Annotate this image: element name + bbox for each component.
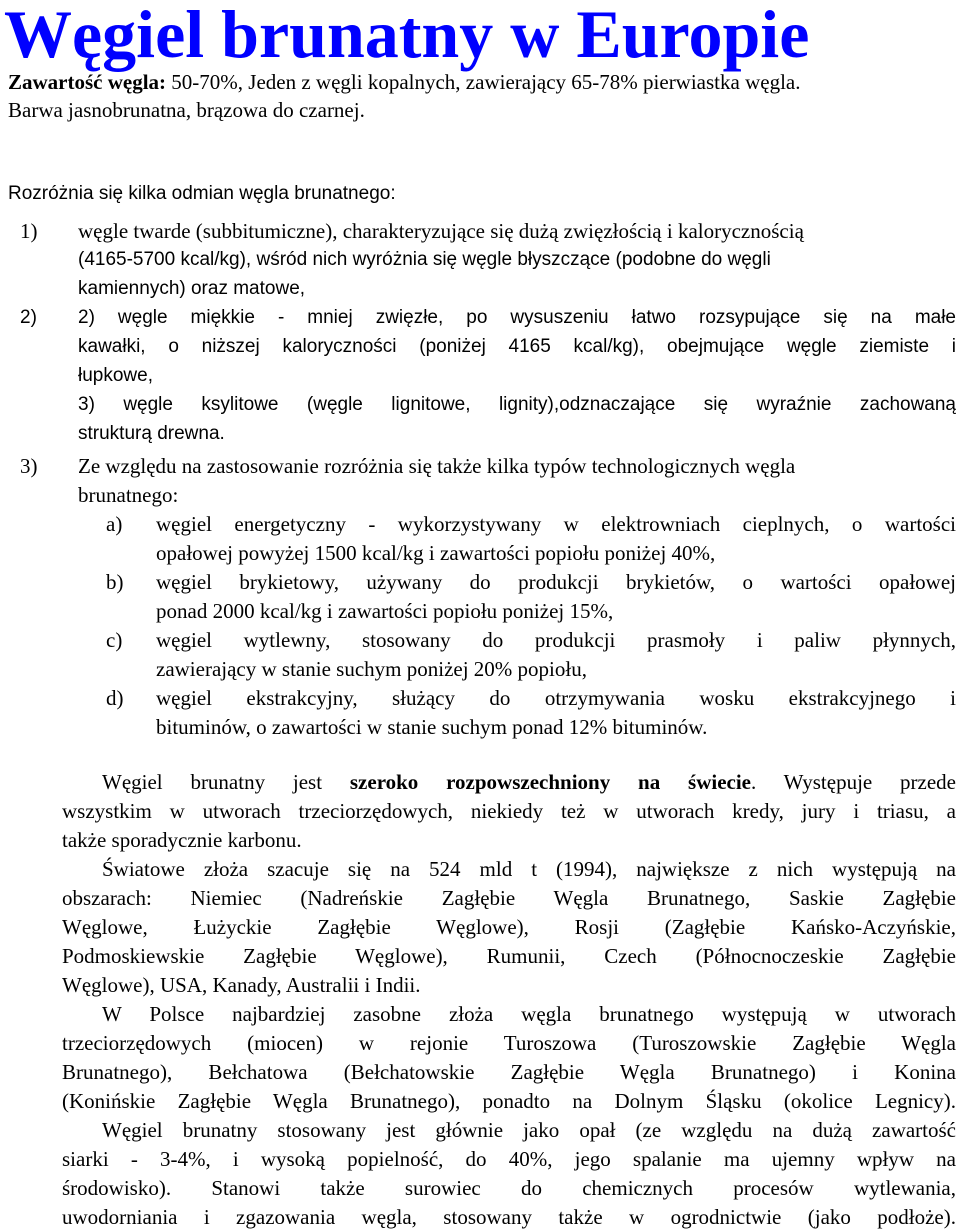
p2-line-3: Węglowe, Łużyckie Zagłębie Węglowe), Rosji (Zagłębie Kańsko-Aczyńskie, [62, 915, 956, 939]
p3-line-4: (Konińskie Zagłębie Węgla Brunatnego), ponadto na Dolnym Śląsku (okolice Legnicy). [62, 1089, 956, 1113]
p4-line-3: środowisko). Stanowi także surowiec do chemicznych procesów wytlewania, [62, 1176, 956, 1200]
p2-line-2: obszarach: Niemiec (Nadreńskie Zagłębie Węgla Brunatnego, Saskie Zagłębie [62, 886, 956, 910]
list-letter: b) [106, 570, 124, 594]
tech-line-1: Ze względu na zastosowanie rozróżnia się także kilka typów technologicznych węgla [78, 454, 796, 478]
list-letter: a) [106, 512, 123, 536]
list-number: 1) [20, 219, 38, 243]
p3-line-2: trzeciorzędowych (miocen) w rejonie Turoszowa (Turoszowskie Zagłębie Węgla [62, 1031, 956, 1055]
variety-1-line-1: węgle twarde (subbitumiczne), charakteryzujące się dużą zwięzłością i kalorycznością [78, 219, 804, 243]
tech-c-line-2: zawierający w stanie suchym poniżej 20% popiołu, [156, 657, 587, 681]
intro-text: 50-70%, Jeden z węgli kopalnych, zawierający 65-78% pierwiastka węgla. [166, 70, 801, 94]
p4-line-1: Węgiel brunatny stosowany jest głównie jako opał (ze względu na dużą zawartość [102, 1118, 956, 1142]
p1-line-1 [102, 768, 956, 796]
list-number: 3) [20, 454, 38, 478]
p2-line-4: Podmoskiewskie Zagłębie Węglowe), Rumunii, Czech (Północnoczeskie Zagłębie [62, 944, 956, 968]
p1-bold: szeroko rozpowszechniony na świecie [349, 770, 751, 794]
variety-2-line-3: łupkowe, [78, 365, 153, 386]
p2-line-1: Światowe złoża szacuje się na 524 mld t (1994), największe z nich występują na [102, 857, 956, 881]
p3-line-1: W Polsce najbardziej zasobne złoża węgla brunatnego występują w utworach [102, 1002, 956, 1026]
intro-line-1 [8, 68, 800, 96]
p2-line-5: Węglowe), USA, Kanady, Australii i Indii. [62, 973, 421, 997]
variety-2-line-2: kawałki, o niższej kaloryczności (poniżej 4165 kcal/kg), obejmujące węgle ziemiste i [78, 336, 956, 357]
variety-1-line-3: kamiennych) oraz matowe, [78, 278, 306, 299]
variety-1-line-2: (4165-5700 kcal/kg), wśród nich wyróżnia się węgle błyszczące (podobne do węgli [78, 249, 771, 270]
list-letter: c) [106, 628, 123, 652]
p1-line-3: także sporadycznie karbonu. [62, 828, 302, 852]
tech-a-line-1: węgiel energetyczny - wykorzystywany w elektrowniach cieplnych, o wartości [156, 512, 956, 536]
p3-line-3: Brunatnego), Bełchatowa (Bełchatowskie Zagłębie Węgla Brunatnego) i Konina [62, 1060, 956, 1084]
intro-label: Zawartość węgla: [8, 70, 167, 94]
varieties-heading: Rozróżnia się kilka odmian węgla brunatnego: [8, 183, 396, 204]
tech-a-line-2: opałowej powyżej 1500 kcal/kg i zawartości popiołu poniżej 40%, [156, 541, 716, 565]
variety-3-line-2: strukturą drewna. [78, 423, 225, 444]
page-title: Węgiel brunatny w Europie [4, 0, 810, 72]
tech-d-line-1: węgiel ekstrakcyjny, służący do otrzymywania wosku ekstrakcyjnego i [156, 686, 956, 710]
p4-line-4: uwodorniania i zgazowania węgla, stosowany także w ogrodnictwie (jako podłoże). [62, 1205, 956, 1229]
list-number: 2) [20, 307, 37, 328]
tech-line-2: brunatnego: [78, 483, 179, 507]
list-letter: d) [106, 686, 124, 710]
p1-text-b: . Występuje przede [751, 770, 956, 794]
variety-3-line-1: 3) węgle ksylitowe (węgle lignitowe, lignity),odznaczające się wyraźnie zachowaną [78, 394, 956, 415]
tech-d-line-2: bituminów, o zawartości w stanie suchym ponad 12% bituminów. [156, 715, 708, 739]
tech-b-line-1: węgiel brykietowy, używany do produkcji brykietów, o wartości opałowej [156, 570, 956, 594]
intro-line-2: Barwa jasnobrunatna, brązowa do czarnej. [8, 98, 365, 122]
p1-line-2: wszystkim w utworach trzeciorzędowych, niekiedy też w utworach kredy, jury i triasu, a [62, 799, 956, 823]
variety-2-line-1: 2) węgle miękkie - mniej zwięzłe, po wysuszeniu łatwo rozsypujące się na małe [78, 307, 956, 328]
tech-b-line-2: ponad 2000 kcal/kg i zawartości popiołu poniżej 15%, [156, 599, 614, 623]
p4-line-2: siarki - 3-4%, i wysoką popielność, do 40%, jego spalanie ma ujemny wpływ na [62, 1147, 956, 1171]
tech-c-line-1: węgiel wytlewny, stosowany do produkcji prasmoły i paliw płynnych, [156, 628, 956, 652]
p1-text-a: Węgiel brunatny jest [102, 770, 350, 794]
